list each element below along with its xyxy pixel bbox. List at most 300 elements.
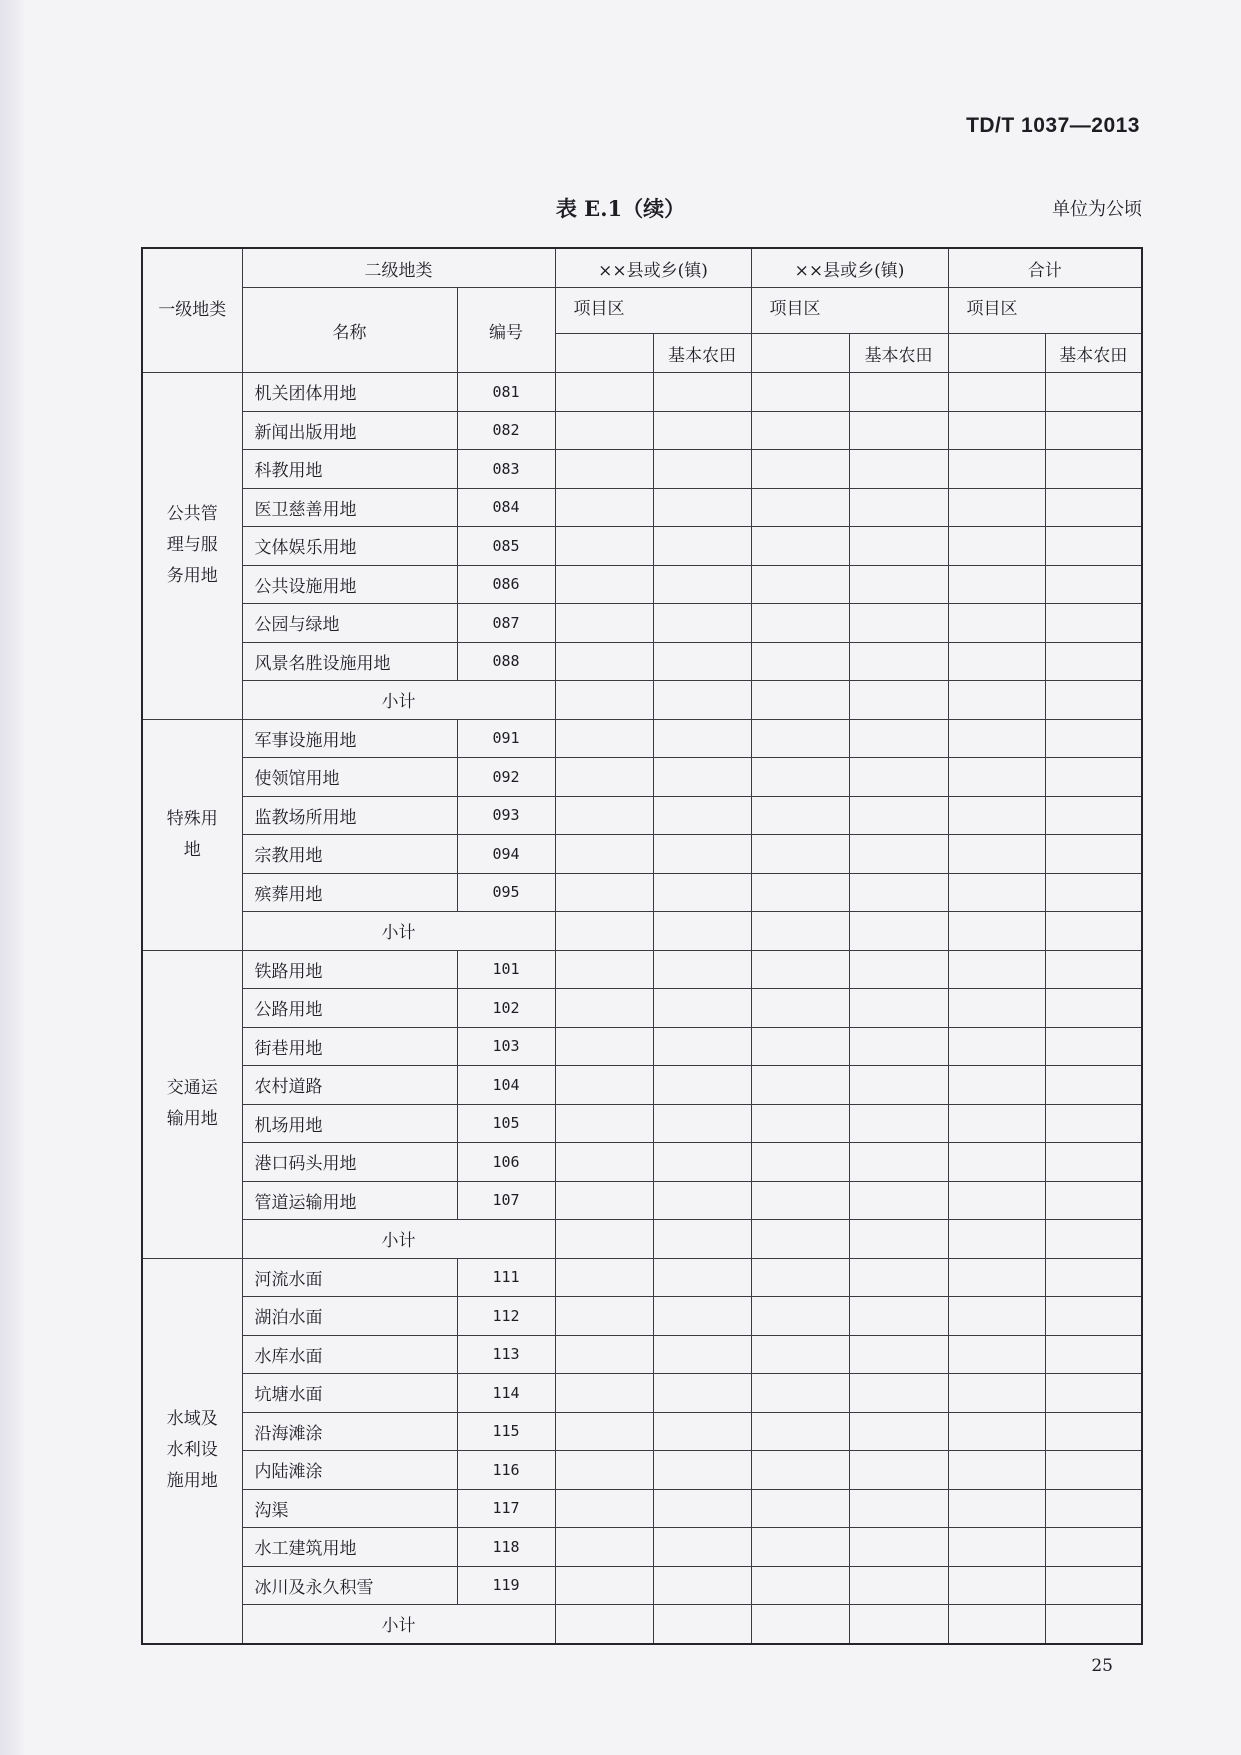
- value-cell: [948, 1220, 1045, 1259]
- header-second-level: 二级地类: [242, 248, 555, 288]
- land-type-code: 095: [457, 873, 555, 912]
- header-project-area-1: 项目区: [555, 288, 751, 334]
- value-cell: [555, 796, 653, 835]
- land-type-name: 港口码头用地: [242, 1143, 457, 1182]
- value-cell: [653, 565, 751, 604]
- subtotal-label: 小计: [242, 1220, 555, 1259]
- value-cell: [751, 912, 849, 951]
- land-type-code: 102: [457, 989, 555, 1028]
- table-row: [142, 373, 1142, 412]
- value-cell: [653, 1258, 751, 1297]
- value-cell: [751, 719, 849, 758]
- table-body: [142, 373, 1142, 1644]
- first-level-category: 公共管理与服务用地: [142, 373, 242, 720]
- value-cell: [653, 1566, 751, 1605]
- table-row: [142, 527, 1142, 566]
- value-cell: [653, 989, 751, 1028]
- value-cell: [1045, 411, 1142, 450]
- value-cell: [948, 527, 1045, 566]
- value-cell: [1045, 373, 1142, 412]
- table-row: [142, 565, 1142, 604]
- subtotal-label: 小计: [242, 681, 555, 720]
- land-type-name: 宗教用地: [242, 835, 457, 874]
- land-type-code: 107: [457, 1181, 555, 1220]
- table-row: [142, 1066, 1142, 1105]
- table-row: [142, 1181, 1142, 1220]
- value-cell: [849, 604, 948, 643]
- land-type-name: 铁路用地: [242, 950, 457, 989]
- document-code: TD/T 1037—2013: [966, 114, 1140, 137]
- value-cell: [653, 719, 751, 758]
- value-cell: [849, 1220, 948, 1259]
- land-type-code: 119: [457, 1566, 555, 1605]
- value-cell: [751, 1027, 849, 1066]
- value-cell: [1045, 1066, 1142, 1105]
- value-cell: [849, 1104, 948, 1143]
- land-type-code: 088: [457, 642, 555, 681]
- value-cell: [849, 527, 948, 566]
- land-type-code: 113: [457, 1335, 555, 1374]
- value-cell: [849, 1066, 948, 1105]
- value-cell: [653, 912, 751, 951]
- value-cell: [555, 411, 653, 450]
- value-cell: [653, 1605, 751, 1644]
- value-cell: [751, 758, 849, 797]
- value-cell: [751, 835, 849, 874]
- value-cell: [1045, 1143, 1142, 1182]
- land-type-name: 机关团体用地: [242, 373, 457, 412]
- value-cell: [751, 950, 849, 989]
- value-cell: [751, 527, 849, 566]
- land-type-code: 118: [457, 1528, 555, 1567]
- value-cell: [653, 1181, 751, 1220]
- value-cell: [849, 1566, 948, 1605]
- subtotal-row: [142, 1220, 1142, 1259]
- value-cell: [849, 1297, 948, 1336]
- table-row: [142, 1374, 1142, 1413]
- value-cell: [1045, 450, 1142, 489]
- value-cell: [555, 1066, 653, 1105]
- value-cell: [555, 1528, 653, 1567]
- land-type-name: 湖泊水面: [242, 1297, 457, 1336]
- land-type-code: 092: [457, 758, 555, 797]
- value-cell: [555, 950, 653, 989]
- land-type-code: 087: [457, 604, 555, 643]
- land-type-name: 医卫慈善用地: [242, 488, 457, 527]
- table-row: [142, 1027, 1142, 1066]
- value-cell: [751, 1489, 849, 1528]
- value-cell: [653, 1412, 751, 1451]
- value-cell: [1045, 1335, 1142, 1374]
- value-cell: [849, 642, 948, 681]
- value-cell: [653, 411, 751, 450]
- value-cell: [751, 565, 849, 604]
- value-cell: [653, 758, 751, 797]
- value-cell: [948, 1335, 1045, 1374]
- value-cell: [849, 912, 948, 951]
- value-cell: [1045, 565, 1142, 604]
- value-cell: [555, 758, 653, 797]
- header-total: 合计: [948, 248, 1142, 288]
- value-cell: [948, 1374, 1045, 1413]
- subtotal-label: 小计: [242, 912, 555, 951]
- land-type-name: 水工建筑用地: [242, 1528, 457, 1567]
- table-row: [142, 604, 1142, 643]
- value-cell: [849, 411, 948, 450]
- land-type-name: 机场用地: [242, 1104, 457, 1143]
- value-cell: [653, 604, 751, 643]
- value-cell: [948, 411, 1045, 450]
- value-cell: [653, 1104, 751, 1143]
- value-cell: [849, 873, 948, 912]
- header-region-2: ××县或乡(镇): [751, 248, 948, 288]
- land-type-code: 116: [457, 1451, 555, 1490]
- value-cell: [751, 642, 849, 681]
- value-cell: [948, 1066, 1045, 1105]
- value-cell: [751, 1258, 849, 1297]
- value-cell: [653, 1489, 751, 1528]
- table-row: [142, 1566, 1142, 1605]
- value-cell: [751, 796, 849, 835]
- value-cell: [849, 1605, 948, 1644]
- land-type-code: 112: [457, 1297, 555, 1336]
- value-cell: [1045, 1181, 1142, 1220]
- value-cell: [948, 450, 1045, 489]
- value-cell: [849, 1258, 948, 1297]
- value-cell: [948, 873, 1045, 912]
- table-row: [142, 835, 1142, 874]
- table-caption: 表 E.1（续）: [555, 196, 686, 221]
- value-cell: [1045, 1566, 1142, 1605]
- value-cell: [1045, 1374, 1142, 1413]
- table-row: [142, 411, 1142, 450]
- land-type-code: 104: [457, 1066, 555, 1105]
- value-cell: [948, 1566, 1045, 1605]
- value-cell: [1045, 527, 1142, 566]
- value-cell: [1045, 1528, 1142, 1567]
- value-cell: [849, 989, 948, 1028]
- land-type-code: 086: [457, 565, 555, 604]
- value-cell: [1045, 681, 1142, 720]
- land-type-name: 沿海滩涂: [242, 1412, 457, 1451]
- value-cell: [653, 1528, 751, 1567]
- value-cell: [948, 1605, 1045, 1644]
- value-cell: [751, 681, 849, 720]
- value-cell: [653, 373, 751, 412]
- value-cell: [1045, 873, 1142, 912]
- value-cell: [849, 758, 948, 797]
- value-cell: [1045, 1104, 1142, 1143]
- value-cell: [1045, 1451, 1142, 1490]
- subtotal-row: [142, 681, 1142, 720]
- value-cell: [1045, 1412, 1142, 1451]
- value-cell: [849, 796, 948, 835]
- value-cell: [653, 1374, 751, 1413]
- header-code: 编号: [457, 288, 555, 373]
- land-use-table: [141, 247, 1143, 1645]
- value-cell: [849, 488, 948, 527]
- header-project-col-1: [555, 334, 653, 373]
- land-type-name: 殡葬用地: [242, 873, 457, 912]
- value-cell: [653, 1335, 751, 1374]
- land-type-code: 105: [457, 1104, 555, 1143]
- value-cell: [653, 450, 751, 489]
- value-cell: [653, 1066, 751, 1105]
- land-type-name: 军事设施用地: [242, 719, 457, 758]
- table-row: [142, 1451, 1142, 1490]
- land-type-name: 监教场所用地: [242, 796, 457, 835]
- land-type-name: 科教用地: [242, 450, 457, 489]
- first-level-category: 特殊用地: [142, 719, 242, 950]
- value-cell: [849, 1528, 948, 1567]
- value-cell: [555, 719, 653, 758]
- value-cell: [1045, 1297, 1142, 1336]
- land-type-code: 083: [457, 450, 555, 489]
- value-cell: [849, 1374, 948, 1413]
- value-cell: [849, 719, 948, 758]
- value-cell: [849, 1027, 948, 1066]
- value-cell: [1045, 989, 1142, 1028]
- value-cell: [555, 1297, 653, 1336]
- value-cell: [849, 450, 948, 489]
- land-type-code: 114: [457, 1374, 555, 1413]
- value-cell: [849, 1489, 948, 1528]
- value-cell: [751, 989, 849, 1028]
- value-cell: [948, 1297, 1045, 1336]
- table-row: [142, 1412, 1142, 1451]
- table-row: [142, 1297, 1142, 1336]
- land-type-name: 坑塘水面: [242, 1374, 457, 1413]
- value-cell: [555, 1258, 653, 1297]
- header-name: 名称: [242, 288, 457, 373]
- land-type-code: 082: [457, 411, 555, 450]
- value-cell: [555, 373, 653, 412]
- value-cell: [555, 1143, 653, 1182]
- page-edge-shadow: [0, 0, 26, 1755]
- value-cell: [849, 1412, 948, 1451]
- value-cell: [653, 488, 751, 527]
- table-row: [142, 1258, 1142, 1297]
- value-cell: [653, 1220, 751, 1259]
- value-cell: [1045, 488, 1142, 527]
- value-cell: [948, 1412, 1045, 1451]
- value-cell: [948, 719, 1045, 758]
- value-cell: [555, 1605, 653, 1644]
- value-cell: [555, 835, 653, 874]
- value-cell: [555, 450, 653, 489]
- land-type-name: 农村道路: [242, 1066, 457, 1105]
- value-cell: [948, 796, 1045, 835]
- table-row: [142, 1335, 1142, 1374]
- header-project-area-3: 项目区: [948, 288, 1142, 334]
- value-cell: [653, 681, 751, 720]
- value-cell: [1045, 1258, 1142, 1297]
- land-type-name: 沟渠: [242, 1489, 457, 1528]
- value-cell: [653, 1027, 751, 1066]
- header-project-area-2: 项目区: [751, 288, 948, 334]
- table-row: [142, 488, 1142, 527]
- land-type-code: 101: [457, 950, 555, 989]
- value-cell: [751, 1297, 849, 1336]
- land-type-name: 风景名胜设施用地: [242, 642, 457, 681]
- value-cell: [555, 642, 653, 681]
- subtotal-row: [142, 912, 1142, 951]
- value-cell: [849, 950, 948, 989]
- subtotal-label: 小计: [242, 1605, 555, 1644]
- header-basic-farmland-1: 基本农田: [653, 334, 751, 373]
- value-cell: [555, 1412, 653, 1451]
- table-row: [142, 1528, 1142, 1567]
- value-cell: [948, 1027, 1045, 1066]
- first-level-category: 水域及水利设施用地: [142, 1258, 242, 1644]
- value-cell: [948, 1143, 1045, 1182]
- land-type-code: 111: [457, 1258, 555, 1297]
- value-cell: [751, 604, 849, 643]
- value-cell: [653, 642, 751, 681]
- table-row: [142, 719, 1142, 758]
- value-cell: [948, 835, 1045, 874]
- value-cell: [555, 1451, 653, 1490]
- value-cell: [849, 565, 948, 604]
- value-cell: [555, 1181, 653, 1220]
- table-row: [142, 1104, 1142, 1143]
- land-type-code: 084: [457, 488, 555, 527]
- value-cell: [555, 989, 653, 1028]
- value-cell: [751, 1528, 849, 1567]
- table-row: [142, 1489, 1142, 1528]
- value-cell: [751, 1451, 849, 1490]
- value-cell: [1045, 950, 1142, 989]
- value-cell: [948, 565, 1045, 604]
- value-cell: [849, 373, 948, 412]
- value-cell: [751, 873, 849, 912]
- table-row: [142, 796, 1142, 835]
- value-cell: [948, 1489, 1045, 1528]
- value-cell: [849, 1143, 948, 1182]
- table-row: [142, 1143, 1142, 1182]
- land-type-code: 091: [457, 719, 555, 758]
- header-first-level: 一级地类: [142, 248, 242, 373]
- value-cell: [1045, 642, 1142, 681]
- value-cell: [948, 1258, 1045, 1297]
- value-cell: [948, 912, 1045, 951]
- value-cell: [653, 527, 751, 566]
- land-type-name: 新闻出版用地: [242, 411, 457, 450]
- table-row: [142, 873, 1142, 912]
- value-cell: [751, 1143, 849, 1182]
- value-cell: [1045, 1489, 1142, 1528]
- header-region-1: ××县或乡(镇): [555, 248, 751, 288]
- value-cell: [751, 1220, 849, 1259]
- value-cell: [751, 450, 849, 489]
- value-cell: [1045, 758, 1142, 797]
- land-type-code: 094: [457, 835, 555, 874]
- land-type-code: 117: [457, 1489, 555, 1528]
- value-cell: [1045, 912, 1142, 951]
- value-cell: [555, 1027, 653, 1066]
- land-type-code: 093: [457, 796, 555, 835]
- value-cell: [555, 1335, 653, 1374]
- value-cell: [653, 796, 751, 835]
- land-type-code: 103: [457, 1027, 555, 1066]
- value-cell: [653, 1451, 751, 1490]
- header-basic-farmland-3: 基本农田: [1045, 334, 1142, 373]
- value-cell: [849, 681, 948, 720]
- value-cell: [751, 488, 849, 527]
- value-cell: [948, 989, 1045, 1028]
- value-cell: [751, 1566, 849, 1605]
- value-cell: [555, 1374, 653, 1413]
- value-cell: [948, 681, 1045, 720]
- value-cell: [948, 758, 1045, 797]
- value-cell: [948, 1528, 1045, 1567]
- value-cell: [555, 912, 653, 951]
- value-cell: [555, 1489, 653, 1528]
- value-cell: [555, 1220, 653, 1259]
- header-basic-farmland-2: 基本农田: [849, 334, 948, 373]
- value-cell: [1045, 1027, 1142, 1066]
- value-cell: [555, 488, 653, 527]
- value-cell: [948, 488, 1045, 527]
- land-type-name: 内陆滩涂: [242, 1451, 457, 1490]
- value-cell: [1045, 796, 1142, 835]
- value-cell: [751, 411, 849, 450]
- value-cell: [849, 1181, 948, 1220]
- land-type-name: 街巷用地: [242, 1027, 457, 1066]
- land-type-name: 管道运输用地: [242, 1181, 457, 1220]
- value-cell: [751, 1605, 849, 1644]
- value-cell: [751, 1374, 849, 1413]
- value-cell: [555, 604, 653, 643]
- land-type-name: 公共设施用地: [242, 565, 457, 604]
- value-cell: [653, 1297, 751, 1336]
- value-cell: [555, 681, 653, 720]
- value-cell: [948, 1104, 1045, 1143]
- value-cell: [555, 565, 653, 604]
- value-cell: [1045, 1605, 1142, 1644]
- page-number: 25: [1091, 1656, 1113, 1676]
- value-cell: [555, 873, 653, 912]
- land-type-name: 文体娱乐用地: [242, 527, 457, 566]
- value-cell: [948, 604, 1045, 643]
- value-cell: [1045, 719, 1142, 758]
- table-row: [142, 450, 1142, 489]
- land-type-code: 081: [457, 373, 555, 412]
- value-cell: [653, 1143, 751, 1182]
- value-cell: [751, 1066, 849, 1105]
- unit-note: 单位为公顷: [1052, 199, 1142, 220]
- value-cell: [555, 527, 653, 566]
- value-cell: [555, 1566, 653, 1605]
- value-cell: [1045, 1220, 1142, 1259]
- table-row: [142, 989, 1142, 1028]
- subtotal-row: [142, 1605, 1142, 1644]
- value-cell: [653, 873, 751, 912]
- value-cell: [751, 1104, 849, 1143]
- table-row: [142, 950, 1142, 989]
- header-project-col-2: [751, 334, 849, 373]
- value-cell: [849, 1335, 948, 1374]
- land-type-name: 河流水面: [242, 1258, 457, 1297]
- value-cell: [751, 373, 849, 412]
- first-level-category: 交通运输用地: [142, 950, 242, 1258]
- value-cell: [948, 1451, 1045, 1490]
- value-cell: [948, 1181, 1045, 1220]
- value-cell: [948, 950, 1045, 989]
- value-cell: [653, 950, 751, 989]
- value-cell: [653, 835, 751, 874]
- value-cell: [751, 1412, 849, 1451]
